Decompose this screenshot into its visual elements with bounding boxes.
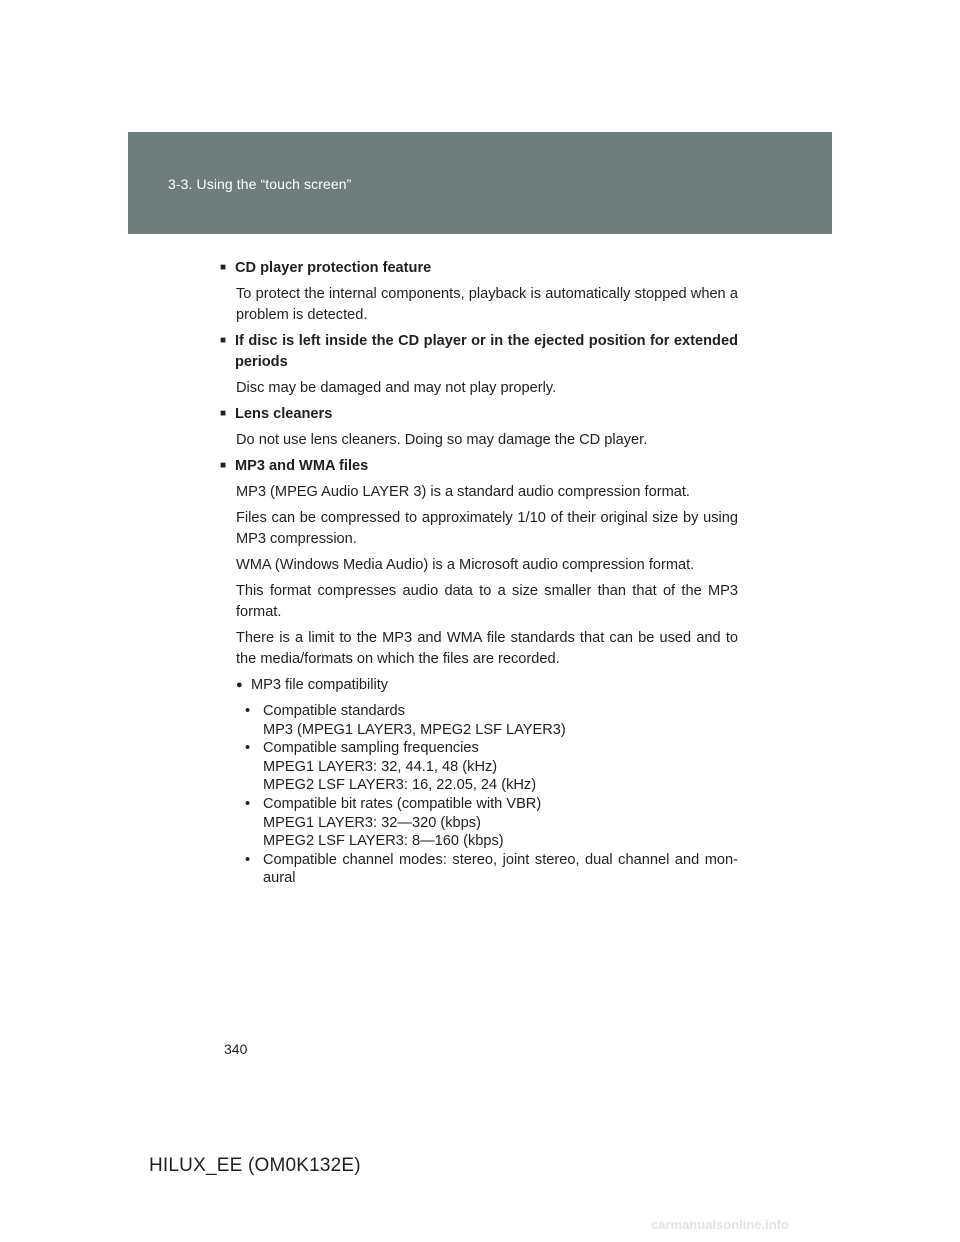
heading-text: If disc is left inside the CD player or in the ejected position for extended periods <box>235 333 738 370</box>
compat-subheading <box>236 675 738 696</box>
section-disc-left <box>220 331 738 399</box>
list-item <box>245 795 738 851</box>
paragraph: Disc may be damaged and may not play properly. <box>236 380 557 396</box>
subheading-text: MP3 file compatibility <box>251 677 389 693</box>
list-item-body <box>263 851 738 888</box>
list-item <box>245 739 738 795</box>
section-protection <box>220 258 738 326</box>
spec-value: MPEG2 LSF LAYER3: 8—160 (kbps) <box>263 833 504 850</box>
header-band <box>128 132 832 234</box>
section-heading <box>220 258 738 279</box>
section-heading <box>220 456 738 477</box>
paragraph: To protect the internal components, playback is automatically stopped when a problem is detected. <box>236 286 738 323</box>
square-bullet-icon: ■ <box>220 408 227 419</box>
square-bullet-icon: ■ <box>220 262 227 273</box>
bullet-icon: • <box>245 795 251 812</box>
square-bullet-icon: ■ <box>220 460 227 471</box>
bullet-icon: • <box>245 703 251 719</box>
paragraph: Files can be compressed to approximately 1/10 of their original size by using MP3 compression. <box>236 510 738 547</box>
page-number: 340 <box>224 1041 248 1057</box>
list-item-body <box>263 739 738 795</box>
bullet-icon: • <box>245 851 251 868</box>
paragraph: MP3 (MPEG Audio LAYER 3) is a standard audio compression format. <box>236 484 690 500</box>
section-lens-cleaners <box>220 404 738 451</box>
spec-title: Compatible bit rates (compatible with VBR) <box>263 795 542 812</box>
heading-text: MP3 and WMA files <box>235 458 369 474</box>
spec-title: Compatible sampling frequencies <box>263 740 479 757</box>
list-item-body <box>263 795 738 851</box>
paragraph: WMA (Windows Media Audio) is a Microsoft audio compression format. <box>236 557 695 573</box>
spec-value: MPEG1 LAYER3: 32—320 (kbps) <box>263 814 481 831</box>
spec-value: MPEG1 LAYER3: 32, 44.1, 48 (kHz) <box>263 758 498 775</box>
paragraph: Do not use lens cleaners. Doing so may damage the CD player. <box>236 432 648 448</box>
list-item-body <box>263 702 738 739</box>
paragraph: This format compresses audio data to a size smaller than that of the MP3 format. <box>236 583 738 620</box>
spec-value: MP3 (MPEG1 LAYER3, MPEG2 LSF LAYER3) <box>263 721 566 738</box>
list-item <box>245 702 738 739</box>
spec-title: Compatible standards <box>263 703 405 719</box>
model-code: HILUX_EE (OM0K132E) <box>149 1155 361 1176</box>
page-content <box>220 258 738 888</box>
paragraph: There is a limit to the MP3 and WMA file standards that can be used and to the media/formats on which the files are recorded. <box>236 630 738 667</box>
square-bullet-icon: ■ <box>220 335 227 346</box>
section-mp3-wma <box>220 456 738 888</box>
spec-value: MPEG2 LSF LAYER3: 16, 22.05, 24 (kHz) <box>263 777 537 794</box>
spec-list <box>245 702 738 888</box>
section-title: 3-3. Using the “touch screen” <box>168 176 352 192</box>
section-heading <box>220 404 738 425</box>
heading-text: Lens cleaners <box>235 406 333 422</box>
watermark: carmanualsonline.info <box>651 1217 789 1232</box>
list-item <box>245 851 738 888</box>
bullet-icon: • <box>245 740 251 757</box>
spec-title: Compatible channel modes: stereo, joint stereo, dual channel and mon-aural <box>263 851 738 887</box>
circle-bullet-icon: ● <box>236 679 243 691</box>
heading-text: CD player protection feature <box>235 260 432 276</box>
section-heading <box>220 331 738 373</box>
